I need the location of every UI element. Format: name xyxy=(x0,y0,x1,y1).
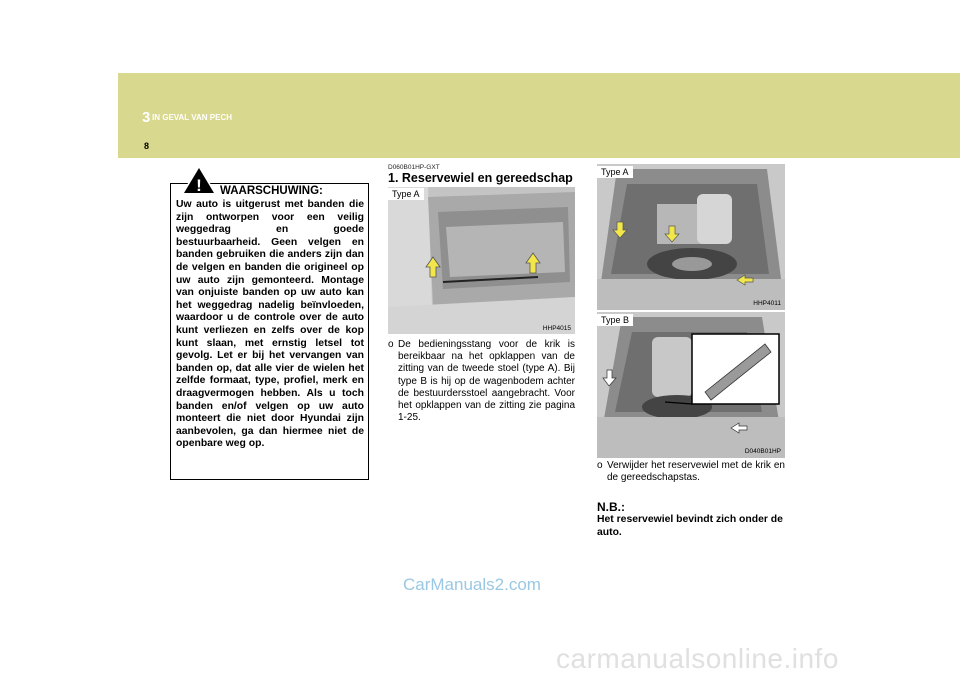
bullet-marker: o xyxy=(388,339,394,350)
header-band xyxy=(118,73,960,158)
chapter-title: IN GEVAL VAN PECH xyxy=(152,113,233,122)
figure-label: Type A xyxy=(388,188,424,200)
figure-trunk-type-a xyxy=(597,164,785,310)
bullet-mid-text: De bedieningsstang voor de krik is bereikbaar na het opklappen van de zitting van de tweede stoel (type A). Bij type B is hij op de wagenbodem achter de bestuurdersstoel aangebracht. Voor het opklappen van de zitting zie pagina 1-25. xyxy=(398,339,575,424)
trunk-spare-wheel-type-a-illustration xyxy=(597,164,785,310)
chapter-number: 3 xyxy=(142,109,151,126)
section-code: D060B01HP-GXT xyxy=(388,164,440,171)
figure-label: Type A xyxy=(597,166,633,178)
watermark-carmanualsonline[interactable]: carmanualsonline.info xyxy=(556,643,839,674)
figure-code: HHP4011 xyxy=(753,300,781,307)
bullet-marker: o xyxy=(597,460,603,471)
page-number: 8 xyxy=(144,141,150,151)
warning-text: Uw auto is uitgerust met banden die zijn ontworpen voor een veilig weggedrag en goede bestuurbaarheid. Geen velgen en banden gebruiken die anders zijn dan de velgen en banden die origineel op uw auto zijn gemonteerd. Montage van onjuiste banden op uw auto kan het weggedrag nadelig beïnvloeden, waardoor u de controle over de auto kunt verliezen en zelfs over de kop kunt slaan, met ernstig letsel tot gevolg. Let er bij het vervangen van banden op, dat alle vier de wielen het zelfde formaat, type, profiel, merk en draagvermogen hebben. Als u toch banden en/of velgen op uw auto monteert die niet door Hyundai zijn aanbevolen, ga dan hiermee niet de openbare weg op. xyxy=(176,199,364,450)
figure-trunk-seat-type-a xyxy=(388,187,575,334)
watermark-carmanuals2[interactable]: CarManuals2.com xyxy=(403,575,541,594)
figure-code: HHP4015 xyxy=(542,325,571,332)
bullet-right-text: Verwijder het reservewiel met de krik en de gereedschapstas. xyxy=(607,460,785,484)
figure-code: D040B01HP xyxy=(744,448,781,455)
trunk-spare-wheel-type-b-illustration xyxy=(597,312,785,458)
warning-icon xyxy=(181,165,217,195)
warning-icon-symbol: ! xyxy=(196,176,202,195)
trunk-seat-illustration xyxy=(388,187,575,334)
note-text: Het reservewiel bevindt zich onder de auto. xyxy=(597,514,783,538)
figure-trunk-type-b xyxy=(597,312,785,458)
note-title: N.B.: xyxy=(597,500,625,514)
bullet-mid xyxy=(388,339,575,424)
bullet-right xyxy=(597,460,785,484)
warning-title: WAARSCHUWING: xyxy=(220,185,323,197)
section-title: 1. Reservewiel en gereedschap xyxy=(388,171,573,185)
figure-label: Type B xyxy=(597,314,633,326)
